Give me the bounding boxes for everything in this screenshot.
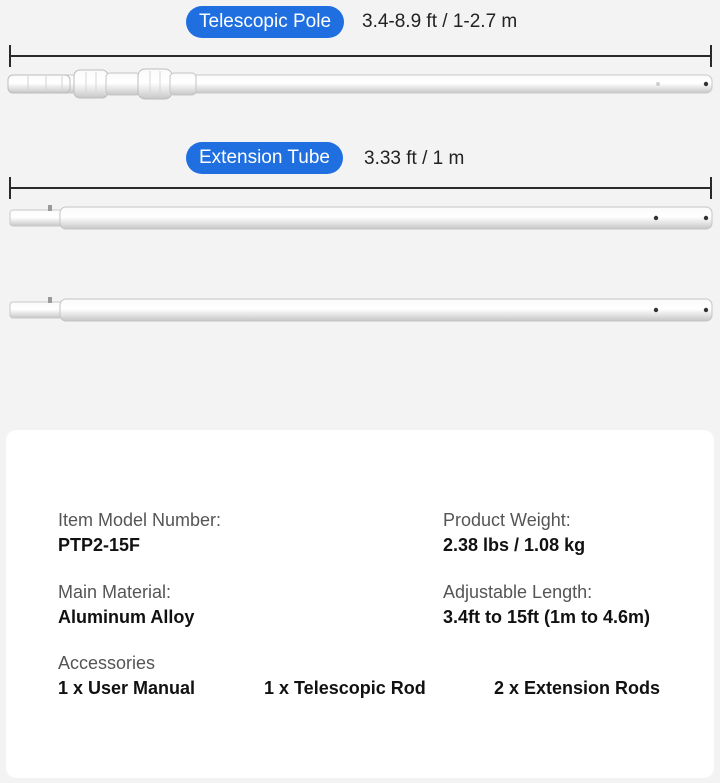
spec-product-weight-value: 2.38 lbs / 1.08 kg bbox=[443, 535, 586, 555]
spec-main-material bbox=[58, 581, 194, 628]
spec-model-number-label: Item Model Number: bbox=[58, 510, 222, 530]
spec-model-number-value: PTP2-15F bbox=[58, 535, 141, 555]
spec-product-weight bbox=[443, 509, 585, 556]
accessory-item: 2 x Extension Rods bbox=[494, 678, 661, 698]
spec-adjustable-length bbox=[443, 581, 650, 628]
spec-product-weight-label: Product Weight: bbox=[443, 510, 571, 530]
spec-main-material-value: Aluminum Alloy bbox=[58, 607, 195, 627]
accessory-item: 1 x User Manual bbox=[58, 678, 196, 698]
spec-adjustable-length-value: 3.4ft to 15ft (1m to 4.6m) bbox=[443, 607, 651, 627]
telescopic-pole-image bbox=[6, 64, 716, 104]
telescopic-pole-pill: Telescopic Pole bbox=[186, 6, 344, 38]
spec-adjustable-length-label: Adjustable Length: bbox=[443, 582, 593, 602]
spec-model-number bbox=[58, 509, 221, 556]
telescopic-pole-dimension: 3.4-8.9 ft / 1-2.7 m bbox=[362, 11, 518, 32]
extension-tube-pill: Extension Tube bbox=[186, 142, 343, 174]
spec-main-material-label: Main Material: bbox=[58, 582, 172, 602]
extension-tube-dimension: 3.33 ft / 1 m bbox=[364, 148, 465, 169]
extension-measure-line bbox=[9, 177, 712, 199]
specification-card bbox=[6, 430, 714, 778]
spec-accessories-label: Accessories bbox=[58, 653, 156, 673]
extension-tube-image-1 bbox=[6, 202, 716, 234]
extension-tube-image-2 bbox=[6, 294, 716, 326]
spec-accessories bbox=[58, 652, 155, 674]
accessory-item: 1 x Telescopic Rod bbox=[264, 678, 426, 698]
